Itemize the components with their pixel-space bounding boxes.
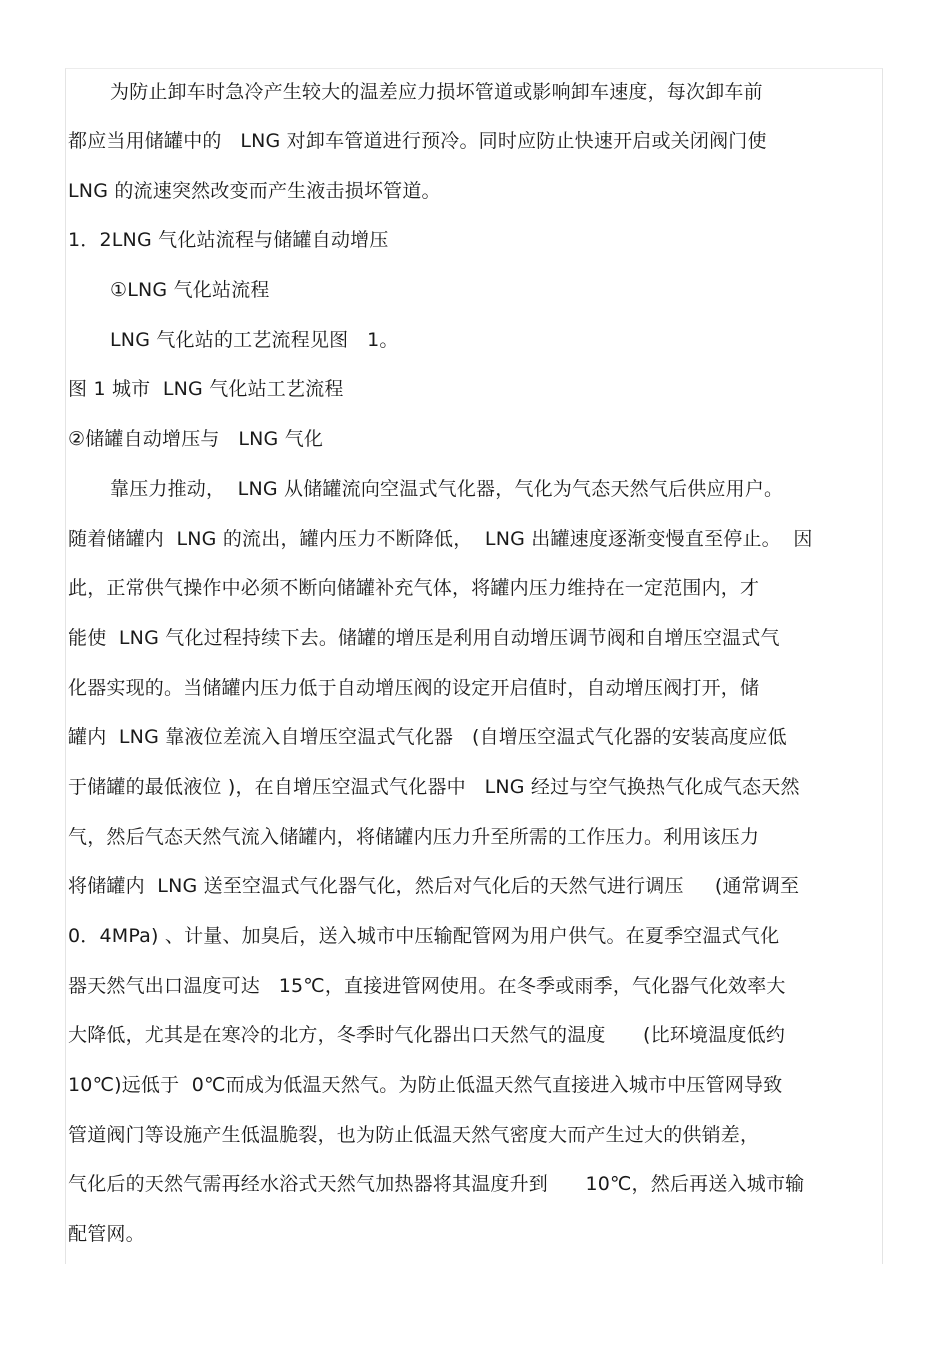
paragraph-line: 都应当用储罐中的 LNG 对卸车管道进行预冷。同时应防止快速开启或关闭阀门使 xyxy=(68,130,767,152)
paragraph-line: 能使 LNG 气化过程持续下去。储罐的增压是利用自动增压调节阀和自增压空温式气 xyxy=(68,627,780,649)
paragraph-line: 于储罐的最低液位 )，在自增压空温式气化器中 LNG 经过与空气换热气化成气态天然 xyxy=(68,776,800,798)
paragraph-line: 器天然气出口温度可达 15℃，直接进管网使用。在冬季或雨季，气化器气化效率大 xyxy=(68,975,786,997)
paragraph-line: 配管网。 xyxy=(68,1223,145,1245)
paragraph-line: 罐内 LNG 靠液位差流入自增压空温式气化器 (自增压空温式气化器的安装高度应低 xyxy=(68,726,787,748)
paragraph-line: 将储罐内 LNG 送至空温式气化器气化，然后对气化后的天然气进行调压 (通常调至 xyxy=(68,875,800,897)
paragraph-line: LNG 的流速突然改变而产生液击损坏管道。 xyxy=(68,180,441,202)
paragraph-line: 此，正常供气操作中必须不断向储罐补充气体，将罐内压力维持在一定范围内，才 xyxy=(68,577,760,599)
paragraph-line: 大降低，尤其是在寒冷的北方，冬季时气化器出口天然气的温度 (比环境温度低约 xyxy=(68,1024,786,1046)
section-heading: 1．2LNG 气化站流程与储罐自动增压 xyxy=(68,229,389,251)
paragraph-line: 管道阀门等设施产生低温脆裂，也为防止低温天然气密度大而产生过大的供销差， xyxy=(68,1124,760,1146)
paragraph-line: 10℃)远低于 0℃而成为低温天然气。为防止低温天然气直接进入城市中压管网导致 xyxy=(68,1074,783,1096)
paragraph-line: 随着储罐内 LNG 的流出，罐内压力不断降低， LNG 出罐速度逐渐变慢直至停止。 因 xyxy=(68,528,813,550)
paragraph-line: 化器实现的。当储罐内压力低于自动增压阀的设定开启值时，自动增压阀打开，储 xyxy=(68,677,760,699)
paragraph-line: 气化后的天然气需再经水浴式天然气加热器将其温度升到 10℃，然后再送入城市输 xyxy=(68,1173,805,1195)
paragraph-line: 气，然后气态天然气流入储罐内，将储罐内压力升至所需的工作压力。利用该压力 xyxy=(68,826,760,848)
paragraph-line: 为防止卸车时急冷产生较大的温差应力损坏管道或影响卸车速度，每次卸车前 xyxy=(110,81,763,103)
subsection-heading: ①LNG 气化站流程 xyxy=(110,279,270,301)
figure-caption: 图 1 城市 LNG 气化站工艺流程 xyxy=(68,378,344,400)
paragraph-line: LNG 气化站的工艺流程见图 1。 xyxy=(110,329,399,351)
paragraph-line: 0．4MPa) 、计量、加臭后，送入城市中压输配管网为用户供气。在夏季空温式气化 xyxy=(68,925,780,947)
subsection-heading: ②储罐自动增压与 LNG 气化 xyxy=(68,428,324,450)
paragraph-line: 靠压力推动， LNG 从储罐流向空温式气化器，气化为气态天然气后供应用户。 xyxy=(110,478,784,500)
